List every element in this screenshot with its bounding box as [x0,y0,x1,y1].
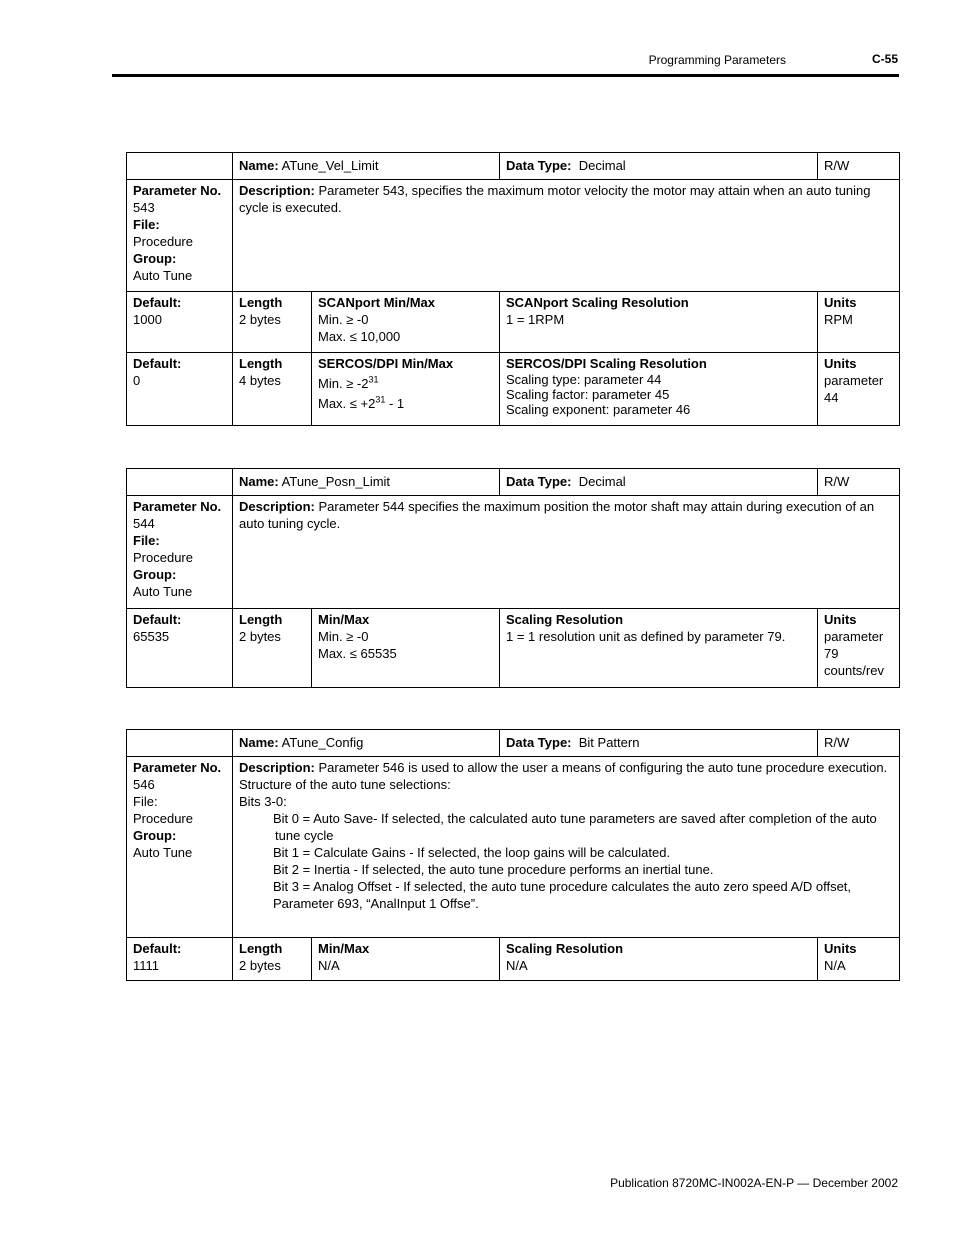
default-cell: Default: 1111 [127,938,233,981]
scaling-cell: SERCOS/DPI Scaling Resolution Scaling type: parameter 44 Scaling factor: parameter 45 Scaling exponent: parameter 46 [500,353,818,426]
data-type: Decimal [578,158,626,173]
scaling-line: Scaling type: parameter 44 [506,372,662,387]
param-title-row [127,730,900,757]
scaling-cell: Scaling Resolution 1 = 1 resolution unit as defined by parameter 79. [500,609,818,688]
data-type-cell: Data Type: Decimal [500,153,818,180]
values-row [127,609,900,688]
data-type-cell: Data Type: Bit Pattern [500,730,818,757]
default-cell: Default: 0 [127,353,233,426]
units-line: parameter [824,373,884,388]
length-value: 2 bytes [239,629,281,644]
min-value: Min. ≥ -0 [318,629,369,644]
sercos-values-row [127,353,900,426]
description-text: Parameter 544 specifies the maximum position the motor shaft may attain during execution of an auto tuning cycle. [239,499,875,531]
minmax-cell: Min/Max N/A [312,938,500,981]
description-cell: Description: Parameter 546 is used to allow the user a means of configuring the auto tune procedure execution. Structure of the auto tune selections: Bits 3-0: Bit 0 = Auto Save- If selected, the calculated auto tune parameters are saved after completion of the auto tune cycle Bit 1 = Calculate Gains - If selected, the loop gains will be calculated. Bit 2 = Inertia - If selected, the auto tune procedure performs an inertial tune. Bit 3 = Analog Offset - If selected, the auto tune procedure calculates the auto zero speed A/D offset, Parameter 693, “AnalInput 1 Offse”. [233,757,900,938]
param-file: Procedure [133,234,193,249]
units-cell: Units RPM [818,292,900,353]
description-cell: Description: Parameter 543, specifies the maximum motor velocity the motor may attain when an auto tuning cycle is executed. [233,180,900,292]
minmax-cell: SCANport Min/Max Min. ≥ -0 Max. ≤ 10,000 [312,292,500,353]
minmax-value: N/A [318,958,340,973]
param-title-row [127,469,900,496]
page-number: C-55 [871,52,898,66]
param-number: 544 [133,516,155,531]
param-table-543 [126,152,900,426]
length-value: 2 bytes [239,312,281,327]
scaling-line: Scaling factor: parameter 45 [506,387,670,402]
units-value: N/A [824,958,846,973]
param-name: ATune_Posn_Limit [281,474,391,489]
description-cell: Description: Parameter 544 specifies the maximum position the motor shaft may attain during execution of an auto tuning cycle. [233,496,900,609]
param-number: 546 [133,777,155,792]
units-line: counts/rev [824,663,884,678]
publication-footer: Publication 8720MC-IN002A-EN-P — December 2002 [610,1176,898,1190]
param-number: 543 [133,200,155,215]
param-info-cell: Parameter No. 543 File: Procedure Group: Auto Tune [127,180,233,292]
access-cell: R/W [818,153,900,180]
access-cell: R/W [818,730,900,757]
data-type-cell: Data Type: Decimal [500,469,818,496]
bit-3-continuation: Parameter 693, “AnalInput 1 Offse”. [273,896,479,911]
param-table-546 [126,729,900,981]
bit-3-description: Bit 3 = Analog Offset - If selected, the auto tune procedure calculates the auto zero speed A/D offset, [273,879,852,894]
param-description-row [127,180,900,292]
param-name: ATune_Vel_Limit [281,158,379,173]
default-value: 1111 [133,958,160,973]
length-cell: Length 2 bytes [233,292,312,353]
minmax-cell: Min/Max Min. ≥ -0 Max. ≤ 65535 [312,609,500,688]
max-value: Max. ≤ $+2^{31} - 1$ [318,394,405,411]
bit-2-description: Bit 2 = Inertia - If selected, the auto tune procedure performs an inertial tune. [273,862,714,877]
description-text: Parameter 546 is used to allow the user a means of configuring the auto tune procedure execution. [318,760,888,775]
minmax-cell: SERCOS/DPI Min/Max Min. ≥ $-2^{31}$ Max. ≤ $+2^{31} - 1$ [312,353,500,426]
length-cell: Length 2 bytes [233,938,312,981]
default-value: 65535 [133,629,170,644]
param-description-row [127,757,900,938]
description-text: Parameter 543, specifies the maximum motor velocity the motor may attain when an auto tuning cycle is executed. [239,183,871,215]
default-value: 0 [133,373,141,388]
param-name-cell: Name: ATune_Config [233,730,500,757]
header-rule [112,74,899,77]
param-table-544 [126,468,900,688]
units-cell: Units parameter 79 counts/rev [818,609,900,688]
scaling-value: 1 = 1 resolution unit as defined by parameter 79. [506,629,786,644]
values-row [127,938,900,981]
param-group: Auto Tune [133,268,193,283]
data-type: Decimal [578,474,626,489]
default-cell: Default: 1000 [127,292,233,353]
length-value: 4 bytes [239,373,281,388]
bit-0-continuation: tune cycle [275,828,334,843]
length-value: 2 bytes [239,958,281,973]
param-file: Procedure [133,550,193,565]
scaling-cell: SCANport Scaling Resolution 1 = 1RPM [500,292,818,353]
max-value: Max. ≤ 10,000 [318,329,401,344]
min-value: Min. ≥ $-2^{31}$ [318,374,379,391]
access-cell: R/W [818,469,900,496]
param-info-cell: Parameter No. 546 File: Procedure Group: Auto Tune [127,757,233,938]
param-description-row [127,496,900,609]
units-line: 44 [824,390,839,405]
param-name-cell: Name: ATune_Posn_Limit [233,469,500,496]
units-line: 79 [824,646,839,661]
scaling-value: 1 = 1RPM [506,312,565,327]
param-name: ATune_Config [281,735,364,750]
units-cell: Units parameter 44 [818,353,900,426]
description-line: Bits 3-0: [239,794,287,809]
units-value: RPM [824,312,853,327]
units-cell: Units N/A [818,938,900,981]
scaling-cell: Scaling Resolution N/A [500,938,818,981]
scaling-value: N/A [506,958,528,973]
param-title-row [127,153,900,180]
max-value: Max. ≤ 65535 [318,646,397,661]
param-group: Auto Tune [133,584,193,599]
bit-1-description: Bit 1 = Calculate Gains - If selected, the loop gains will be calculated. [273,845,671,860]
min-value: Min. ≥ -0 [318,312,369,327]
description-line: Structure of the auto tune selections: [239,777,451,792]
data-type: Bit Pattern [578,735,640,750]
param-name-cell: Name: ATune_Vel_Limit [233,153,500,180]
scaling-line: Scaling exponent: parameter 46 [506,402,691,417]
length-cell: Length 2 bytes [233,609,312,688]
param-file: Procedure [133,811,193,826]
default-value: 1000 [133,312,162,327]
bit-0-description: Bit 0 = Auto Save- If selected, the calculated auto tune parameters are saved after completion of the auto [273,811,877,826]
param-group: Auto Tune [133,845,193,860]
length-cell: Length 4 bytes [233,353,312,426]
section-title: Programming Parameters [648,53,786,67]
scanport-values-row [127,292,900,353]
units-line: parameter [824,629,884,644]
default-cell: Default: 65535 [127,609,233,688]
param-info-cell: Parameter No. 544 File: Procedure Group: Auto Tune [127,496,233,609]
